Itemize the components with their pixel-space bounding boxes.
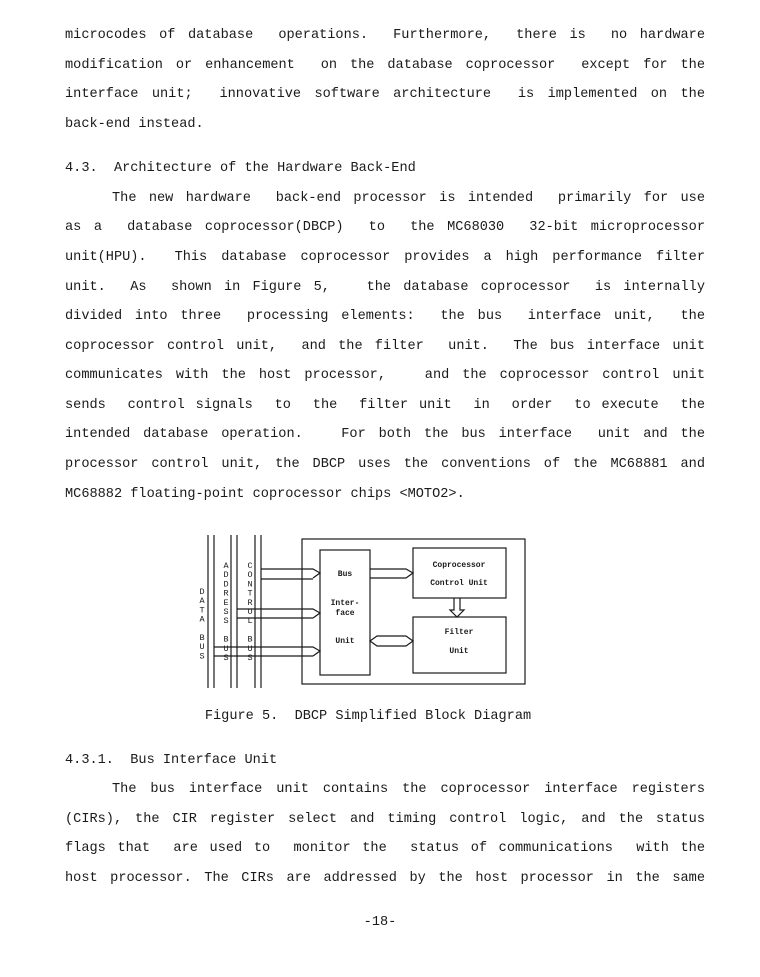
section-heading: 4.3. Architecture of the Hardware Back-End (65, 161, 416, 176)
biu-label: Unit (335, 637, 355, 646)
filter-box (413, 617, 506, 673)
page-number: -18- (363, 915, 397, 930)
address-bus-label-letter: U (223, 643, 229, 654)
body-text-line: processor control unit, the DBCP uses the conventions of the MC68881 and (65, 457, 705, 472)
biu-filter-bidirectional-arrow (370, 636, 413, 646)
control-bus-label-letter: B (247, 634, 253, 645)
data-bus-label-letter: A (199, 596, 205, 607)
body-text-line: unit. As shown in Figure 5, the database coprocessor is internally (65, 280, 705, 295)
data-bus-label-letter: A (199, 614, 205, 625)
body-text-line: unit(HPU). This database coprocessor provides a high performance filter (65, 250, 705, 265)
biu-label: Bus (337, 570, 353, 579)
address-bus-label-letter: B (223, 634, 229, 645)
section-heading: 4.3.1. Bus Interface Unit (65, 753, 278, 768)
body-text-line: coprocessor control unit, and the filter unit. The bus interface unit (65, 339, 705, 354)
control-bus-label-letter: C (247, 561, 253, 571)
ccu-label: Coprocessor (432, 561, 486, 570)
control-bus-label-letter: O (247, 570, 253, 581)
block-diagram (195, 530, 535, 695)
control-bus-label-letter: O (247, 607, 253, 617)
control-bus-label-letter: N (247, 579, 253, 590)
figure-caption: Figure 5. DBCP Simplified Block Diagram (204, 709, 532, 724)
biu-to-ccu-arrow (370, 569, 413, 578)
data-bus-label-letter: U (199, 642, 205, 653)
biu-label: face (335, 609, 355, 618)
body-text-line: The bus interface unit contains the coprocessor interface registers (112, 782, 705, 797)
biu-label: Inter- (330, 599, 360, 608)
address-bus-label-letter: S (223, 607, 229, 617)
address-bus-label-letter: S (223, 616, 229, 627)
control-bus-label-letter: U (247, 643, 253, 654)
body-text-line: host processor. The CIRs are addressed by the host processor in the same (65, 871, 705, 886)
control-bus-arrow (261, 569, 320, 579)
body-text-line: sends control signals to the filter unit in order to execute the (65, 398, 705, 413)
data-bus-label-letter: D (199, 587, 205, 597)
address-bus-label-letter: E (223, 597, 229, 608)
body-text-line: flags that are used to monitor the status of communications with the (65, 841, 705, 856)
coprocessor-control-box (413, 548, 506, 598)
control-bus-label-letter: R (247, 597, 253, 608)
body-text-line: communicates with the host processor, and the coprocessor control unit (65, 368, 705, 383)
body-text-line: microcodes of database operations. Furthermore, there is no hardware (65, 28, 705, 43)
filter-label: Filter (444, 628, 474, 637)
address-bus-label-letter: A (223, 561, 229, 571)
data-bus-label-letter: S (199, 651, 205, 662)
body-text-line: (CIRs), the CIR register select and timing control logic, and the status (65, 812, 705, 827)
body-text-line: intended database operation. For both the bus interface unit and the (65, 427, 705, 442)
body-text-line: back-end instead. (65, 117, 204, 132)
body-text-line: MC68882 floating-point coprocessor chips <MOTO2>. (65, 487, 465, 502)
control-bus-label-letter: T (247, 588, 253, 599)
body-text-line: divided into three processing elements: the bus interface unit, the (65, 309, 705, 324)
data-bus-arrow (214, 647, 320, 656)
data-bus-label-letter: T (199, 605, 205, 616)
control-bus-label-letter: S (247, 653, 253, 663)
address-bus-label-letter: D (223, 570, 229, 581)
ccu-label: Control Unit (430, 579, 488, 588)
data-bus-label-letter: B (199, 633, 205, 643)
address-bus-label-letter: S (223, 653, 229, 663)
ccu-to-filter-arrow (450, 598, 464, 617)
body-text-line: interface unit; innovative software architecture is implemented on the (65, 87, 705, 102)
filter-label: Unit (449, 647, 469, 656)
control-bus-label-letter: L (247, 616, 253, 627)
body-text-line: The new hardware back-end processor is intended primarily for use (112, 191, 705, 206)
address-bus-label-letter: R (223, 588, 229, 599)
body-text-line: as a database coprocessor(DBCP) to the MC68030 32-bit microprocessor (65, 220, 705, 235)
address-bus-label-letter: D (223, 579, 229, 590)
body-text-line: modification or enhancement on the database coprocessor except for the (65, 58, 705, 73)
